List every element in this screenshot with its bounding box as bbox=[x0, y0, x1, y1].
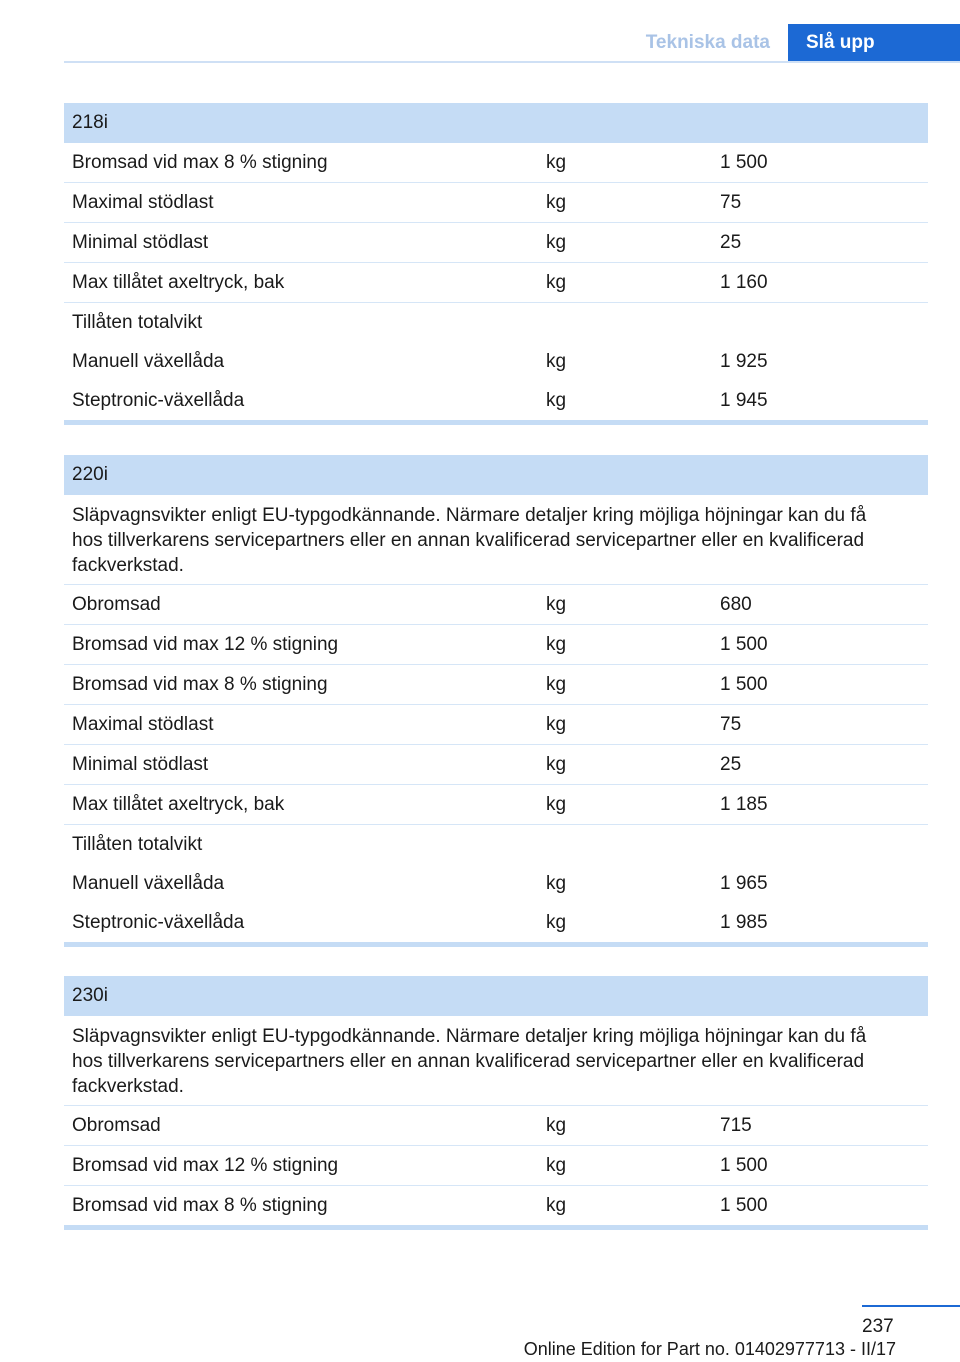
row-value: 680 bbox=[720, 594, 752, 615]
row-unit: kg bbox=[546, 192, 567, 213]
row-unit: kg bbox=[546, 232, 567, 253]
section-description: Släpvagnsvikter enligt EU-typgodkännande. Närmare detaljer kring möjliga höjningar kan du få hos tillverkarens servicepartners eller en annan kvalificerad servicepartner eller en kvalificerad fackverkstad. bbox=[64, 495, 928, 585]
row-value: 1 185 bbox=[720, 794, 768, 815]
row-label: Max tillåtet axeltryck, bak bbox=[72, 794, 285, 815]
row-unit: kg bbox=[546, 1155, 567, 1176]
table-row bbox=[64, 1146, 928, 1186]
row-value: 75 bbox=[720, 714, 742, 735]
row-unit: kg bbox=[546, 594, 567, 615]
table-row bbox=[64, 903, 928, 942]
table-row bbox=[64, 585, 928, 625]
row-unit: kg bbox=[546, 714, 567, 735]
section-description: Släpvagnsvikter enligt EU-typgodkännande. Närmare detaljer kring möjliga höjningar kan du få hos tillverkarens servicepartners eller en annan kvalificerad servicepartner eller en kvalificerad fackverkstad. bbox=[64, 1016, 928, 1106]
table-row bbox=[64, 1186, 928, 1225]
section-end-rule bbox=[64, 1225, 928, 1230]
table-row bbox=[64, 705, 928, 745]
row-value: 715 bbox=[720, 1115, 752, 1136]
section-end-rule bbox=[64, 942, 928, 947]
row-value: 1 160 bbox=[720, 272, 768, 293]
table-218i bbox=[64, 103, 928, 425]
row-value: 25 bbox=[720, 232, 742, 253]
row-label: Steptronic-växellåda bbox=[72, 390, 245, 411]
row-value: 25 bbox=[720, 754, 742, 775]
row-label: Max tillåtet axeltryck, bak bbox=[72, 272, 285, 293]
table-row bbox=[64, 223, 928, 263]
row-unit: kg bbox=[546, 1115, 567, 1136]
table-row bbox=[64, 381, 928, 420]
row-value: 1 925 bbox=[720, 351, 768, 372]
page-header bbox=[628, 24, 960, 62]
row-label: Obromsad bbox=[72, 594, 161, 615]
row-value: 75 bbox=[720, 192, 742, 213]
row-unit: kg bbox=[546, 272, 567, 293]
table-row bbox=[64, 625, 928, 665]
header-active-tab[interactable]: Slå upp bbox=[788, 24, 960, 62]
row-label: Bromsad vid max 12 % stigning bbox=[72, 634, 339, 655]
row-label: Maximal stödlast bbox=[72, 192, 214, 213]
total-weight-heading-row bbox=[64, 303, 928, 342]
table-row bbox=[64, 1106, 928, 1146]
table-230i bbox=[64, 976, 928, 1230]
row-unit: kg bbox=[546, 351, 567, 372]
row-unit: kg bbox=[546, 873, 567, 894]
row-unit: kg bbox=[546, 674, 567, 695]
row-value: 1 945 bbox=[720, 390, 768, 411]
row-value: 1 500 bbox=[720, 1195, 768, 1216]
row-unit: kg bbox=[546, 1195, 567, 1216]
row-label: Obromsad bbox=[72, 1115, 161, 1136]
section-title: 220i bbox=[64, 455, 928, 495]
row-value: 1 500 bbox=[720, 152, 768, 173]
total-weight-label: Tillåten totalvikt bbox=[72, 834, 203, 855]
footer-accent-line bbox=[862, 1305, 960, 1307]
section-title: 230i bbox=[64, 976, 928, 1016]
table-row bbox=[64, 183, 928, 223]
row-label: Manuell växellåda bbox=[72, 351, 225, 372]
row-unit: kg bbox=[546, 754, 567, 775]
row-value: 1 500 bbox=[720, 634, 768, 655]
table-row bbox=[64, 263, 928, 303]
header-section-label[interactable]: Tekniska data bbox=[645, 32, 770, 53]
row-label: Minimal stödlast bbox=[72, 232, 209, 253]
row-value: 1 965 bbox=[720, 873, 768, 894]
row-value: 1 985 bbox=[720, 912, 768, 933]
table-row bbox=[64, 864, 928, 903]
table-row bbox=[64, 665, 928, 705]
row-label: Minimal stödlast bbox=[72, 754, 209, 775]
section-end-rule bbox=[64, 420, 928, 425]
row-label: Bromsad vid max 8 % stigning bbox=[72, 674, 328, 695]
table-row bbox=[64, 143, 928, 183]
row-label: Manuell växellåda bbox=[72, 873, 225, 894]
total-weight-label: Tillåten totalvikt bbox=[72, 312, 203, 333]
row-unit: kg bbox=[546, 912, 567, 933]
row-unit: kg bbox=[546, 634, 567, 655]
total-weight-heading-row bbox=[64, 825, 928, 864]
table-220i bbox=[64, 455, 928, 947]
table-row bbox=[64, 745, 928, 785]
row-value: 1 500 bbox=[720, 674, 768, 695]
row-label: Bromsad vid max 8 % stigning bbox=[72, 1195, 328, 1216]
row-label: Steptronic-växellåda bbox=[72, 912, 245, 933]
row-unit: kg bbox=[546, 390, 567, 411]
table-row bbox=[64, 342, 928, 381]
row-unit: kg bbox=[546, 152, 567, 173]
row-label: Bromsad vid max 12 % stigning bbox=[72, 1155, 339, 1176]
page-number: 237 bbox=[862, 1316, 894, 1337]
row-label: Maximal stödlast bbox=[72, 714, 214, 735]
row-unit: kg bbox=[546, 794, 567, 815]
section-title: 218i bbox=[64, 103, 928, 143]
header-divider bbox=[64, 61, 960, 63]
table-row bbox=[64, 785, 928, 825]
row-label: Bromsad vid max 8 % stigning bbox=[72, 152, 328, 173]
row-value: 1 500 bbox=[720, 1155, 768, 1176]
edition-note: Online Edition for Part no. 01402977713 - II/17 bbox=[523, 1339, 896, 1359]
